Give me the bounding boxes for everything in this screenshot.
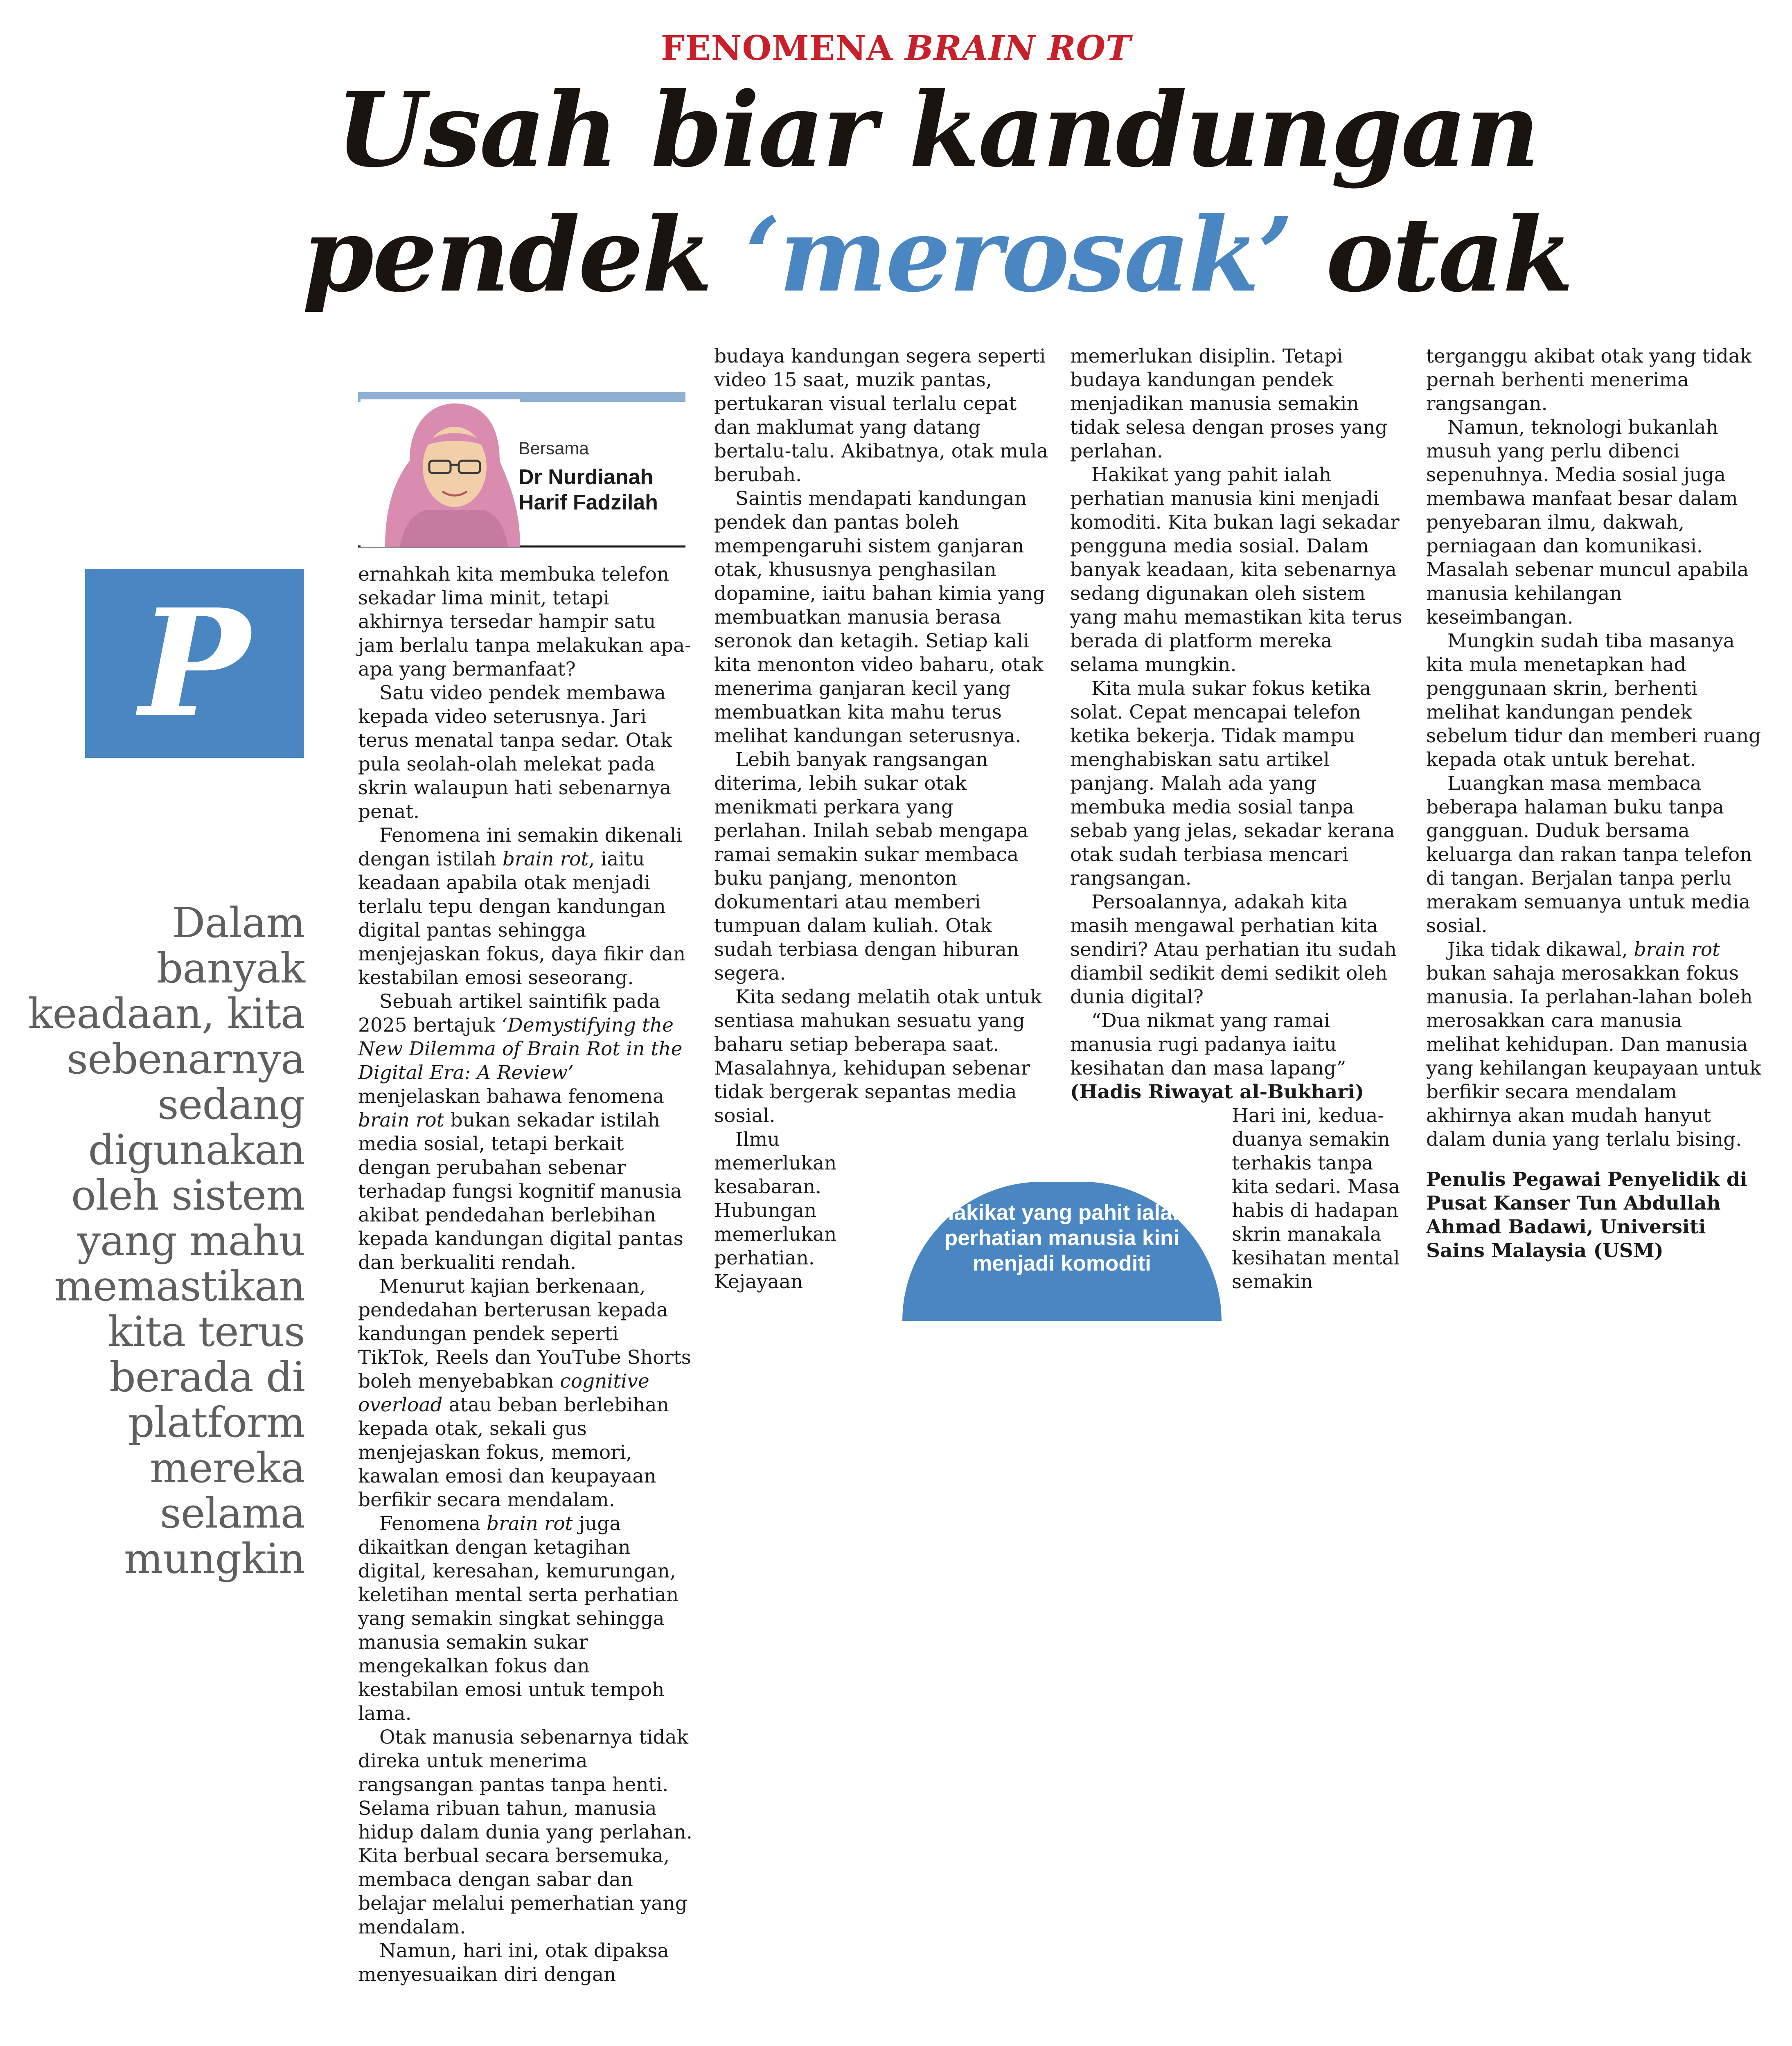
headline-line1: Usah biar kandungan xyxy=(336,70,1538,190)
author-prefix: Bersama xyxy=(518,439,589,458)
headline-highlight: ‘merosak’ xyxy=(745,194,1292,315)
author-box xyxy=(358,392,685,548)
author-name-line1: Dr Nurdianah xyxy=(518,465,654,489)
headline-line2c: otak xyxy=(1292,194,1572,315)
column-3 xyxy=(1070,345,1406,1294)
paragraph: Ilmu memerlukan kesabaran. Hubungan memerlukan perhatian. Kejayaan xyxy=(714,1128,837,1293)
kicker-text: FENOMENA xyxy=(660,29,893,68)
paragraph: Satu video pendek membawa kepada video seterusnya. Jari terus menatal tanpa sedar. Otak pula seolah-olah melekat pada skrin walaupun hati sebenarnya penat. xyxy=(358,682,672,823)
paragraph: Luangkan masa membaca beberapa halaman buku tanpa gangguan. Duduk bersama keluarga dan rakan tanpa telefon di tangan. Berjalan tanpa perlu merakam semuanya untuk media sosial. xyxy=(1426,772,1752,937)
column-2 xyxy=(714,345,1050,1294)
column-4 xyxy=(1426,345,1762,1263)
section-kicker xyxy=(0,29,1792,68)
paragraph: “Dua nikmat yang ramai manusia rugi padanya iaitu kesihatan dan masa lapang” xyxy=(1070,1009,1346,1079)
kicker-emphasis: BRAIN ROT xyxy=(905,29,1132,68)
pull-quote: Dalam banyak keadaan, kita sebenarnya sedang digunakan oleh sistem yang mahu memastikan kita terus berada di platform mereka selama mungkin xyxy=(28,899,305,1583)
paragraph: Namun, hari ini, otak dipaksa menyesuaikan diri dengan xyxy=(358,1940,669,1986)
paragraph: Saintis mendapati kandungan pendek dan pantas boleh mempengaruhi sistem ganjaran otak, khususnya penghasilan dopamine, iaitu bahan kimia yang membuatkan manusia berasa seronok dan ketagih. Setiap kali kita menonton video baharu, otak menerima ganjaran kecil yang membuatkan kita mahu terus melihat kandungan seterusnya. xyxy=(714,487,1045,747)
author-credit xyxy=(518,439,682,515)
paragraph: Menurut kajian berkenaan, pendedahan berterusan kepada kandungan pendek seperti TikTok, Reels dan YouTube Shorts boleh menyebabkan cognitive overload atau beban berlebihan kepada otak, sekali gus menjejaskan fokus, memori, kawalan emosi dan keupayaan berfikir secara mendalam. xyxy=(358,1275,691,1511)
paragraph: Sebuah artikel saintifik pada 2025 bertajuk ‘Demystifying the New Dilemma of Brain Rot in the Digital Era: A Review’ menjelaskan bahawa fenomena brain rot bukan sekadar istilah media sosial, tetapi berkait dengan perubahan sebenar terhadap fungsi kognitif manusia akibat pendedahan berlebihan kepada kandungan digital pantas dan berkualiti rendah. xyxy=(358,990,683,1274)
paragraph: Namun, teknologi bukanlah musuh yang perlu dibenci sepenuhnya. Media sosial juga membawa manfaat besar dalam penyebaran ilmu, dakwah, perniagaan dan komunikasi. Masalah sebenar muncul apabila manusia kehilangan keseimbangan. xyxy=(1426,416,1749,629)
paragraph: Persoalannya, adakah kita masih mengawal perhatian kita sendiri? Atau perhatian itu sudah diambil sedikit demi sedikit oleh dunia digital? xyxy=(1070,891,1397,1008)
column-1 xyxy=(358,563,694,1987)
paragraph: Fenomena brain rot juga dikaitkan dengan ketagihan digital, keresahan, kemurungan, keletihan mental serta perhatian yang semakin singkat sehingga manusia semakin sukar mengekalkan fokus dan kestabilan emosi untuk tempoh lama. xyxy=(358,1512,679,1725)
paragraph: Hari ini, kedua-duanya semakin terhakis tanpa kita sedari. Masa habis di hadapan skrin manakala kesihatan mental semakin xyxy=(1232,1104,1400,1293)
paragraph: memerlukan disiplin. Tetapi budaya kandungan pendek menjadikan manusia semakin tidak selesa dengan proses yang perlahan. xyxy=(1070,345,1388,462)
paragraph: Jika tidak dikawal, brain rot bukan sahaja merosakkan fokus manusia. Ia perlahan-lahan boleh merosakkan cara manusia melihat kehidupan. Dan manusia yang kehilangan keupayaan untuk berfikir secara mendalam akhirnya akan mudah hanyut dalam dunia yang terlalu bising. xyxy=(1426,938,1761,1151)
paragraph: Fenomena ini semakin dikenali dengan istilah brain rot, iaitu keadaan apabila otak menjadi terlalu tepu dengan kandungan digital pantas sehingga menjejaskan fokus, daya fikir dan kestabilan emosi seseorang. xyxy=(358,824,686,989)
author-name-line2: Harif Fadzilah xyxy=(518,491,658,514)
paragraph: terganggu akibat otak yang tidak pernah berhenti menerima rangsangan. xyxy=(1426,345,1752,415)
paragraph: Mungkin sudah tiba masanya kita mula menetapkan had penggunaan skrin, berhenti melihat kandungan pendek sebelum tidur dan memberi ruang kepada otak untuk berehat. xyxy=(1426,630,1761,771)
writer-byline: Penulis Pegawai Penyelidik di Pusat Kanser Tun Abdullah Ahmad Badawi, Universiti Sains Malaysia (USM) xyxy=(1426,1168,1747,1262)
paragraph: Hakikat yang pahit ialah perhatian manusia kini menjadi komoditi. Kita bukan lagi sekadar pengguna media sosial. Dalam banyak keadaan, kita sebenarnya sedang digunakan oleh sistem yang mahu memastikan kita terus berada di platform mereka selama mungkin. xyxy=(1070,464,1402,676)
author-portrait xyxy=(361,399,520,547)
author-name xyxy=(518,464,682,515)
callout-quote: Hakikat yang pahit ialah perhatian manusia kini menjadi komoditi xyxy=(902,1182,1222,1321)
paragraph: Kita sedang melatih otak untuk sentiasa mahukan sesuatu yang baharu setiap beberapa saat. Masalahnya, kehidupan sebenar tidak bergerak sepantas media sosial. xyxy=(714,986,1042,1127)
paragraph: budaya kandungan segera seperti video 15 saat, muzik pantas, pertukaran visual terlalu cepat dan maklumat yang datang bertalu-talu. Akibatnya, otak mula berubah. xyxy=(714,345,1048,486)
paragraph: Otak manusia sebenarnya tidak direka untuk menerima rangsangan pantas tanpa henti. Selama ribuan tahun, manusia hidup dalam dunia yang perlahan. Kita berbual secara bersemuka, membaca dengan sabar dan belajar melalui pemerhatian yang mendalam. xyxy=(358,1726,692,1938)
drop-cap: P xyxy=(85,569,304,758)
paragraph: Kita mula sukar fokus ketika solat. Cepat mencapai telefon ketika bekerja. Tidak mampu menghabiskan satu artikel panjang. Malah ada yang membuka media sosial tanpa sebab yang jelas, sekadar kerana otak sudah terbiasa mencari rangsangan. xyxy=(1070,677,1395,890)
paragraph: ernahkah kita membuka telefon sekadar lima minit, tetapi akhirnya tersedar hampir satu jam berlalu tanpa melakukan apa-apa yang bermanfaat? xyxy=(358,563,691,680)
paragraph: Lebih banyak rangsangan diterima, lebih sukar otak menikmati perkara yang perlahan. Inilah sebab mengapa ramai semakin sukar membaca buku panjang, menonton dokumentari atau memberi tumpuan dalam kuliah. Otak sudah terbiasa dengan hiburan segera. xyxy=(714,748,1028,985)
headline xyxy=(229,68,1645,317)
headline-line2a: pendek xyxy=(302,194,745,315)
quote-source: (Hadis Riwayat al-Bukhari) xyxy=(1070,1081,1364,1103)
